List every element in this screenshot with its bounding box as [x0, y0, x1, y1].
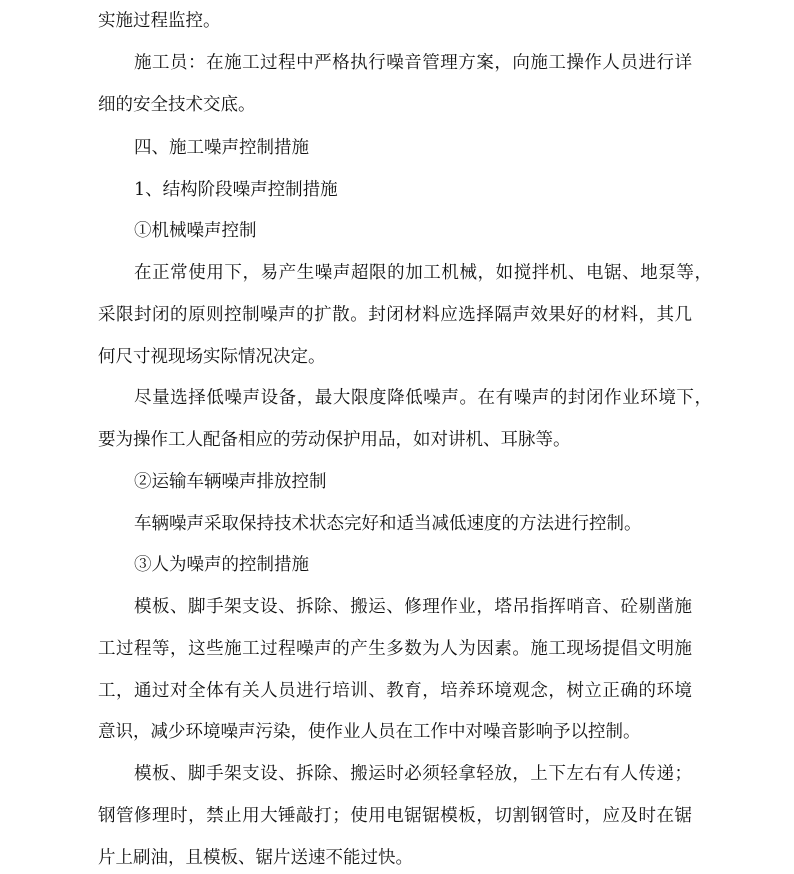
paragraph-line: 工，通过对全体有关人员进行培训、教育，培养环境观念，树立正确的环境 [98, 681, 692, 701]
text-line: 要为操作工人配备相应的劳动保护用品，如对讲机、耳脉等。 [98, 430, 571, 450]
paragraph-line: 施工员：在施工过程中严格执行噪音管理方案，向施工操作人员进行详 [134, 53, 692, 73]
paragraph-line: 尽量选择低噪声设备，最大限度降低噪声。在有噪声的封闭作业环境下， [134, 388, 712, 408]
paragraph-line: 模板、脚手架支设、拆除、搬运时必须轻拿轻放，上下左右有人传递； [134, 764, 692, 784]
item-heading: ③人为噪声的控制措施 [134, 555, 309, 575]
paragraph-line: 模板、脚手架支设、拆除、搬运、修理作业，塔吊指挥哨音、砼剔凿施 [134, 597, 692, 617]
section-heading: 四、施工噪声控制措施 [134, 138, 309, 158]
paragraph-line: 采限封闭的原则控制噪声的扩散。封闭材料应选择隔声效果好的材料，其几 [98, 305, 692, 325]
text-line: 片上刷油，且模板、锯片送速不能过快。 [98, 848, 413, 868]
item-heading: ②运输车辆噪声排放控制 [134, 472, 327, 492]
paragraph-line: 工过程等，这些施工过程噪声的产生多数为人为因素。施工现场提倡文明施 [98, 639, 692, 659]
text-line: 何尺寸视现场实际情况决定。 [98, 347, 326, 367]
paragraph-line: 在正常使用下，易产生噪声超限的加工机械，如搅拌机、电锯、地泵等， [134, 263, 712, 283]
paragraph-line: 钢管修理时，禁止用大锤敲打；使用电锯锯模板，切割钢管时，应及时在锯 [98, 806, 692, 826]
text-line: 意识，减少环境噪声污染，使作业人员在工作中对噪音影响予以控制。 [98, 722, 641, 742]
item-heading: ①机械噪声控制 [134, 221, 257, 241]
text-line: 细的安全技术交底。 [98, 95, 256, 115]
subsection-heading: 1、结构阶段噪声控制措施 [134, 180, 338, 200]
text-line: 车辆噪声采取保持技术状态完好和适当减低速度的方法进行控制。 [134, 514, 642, 534]
text-line: 实施过程监控。 [98, 11, 221, 31]
